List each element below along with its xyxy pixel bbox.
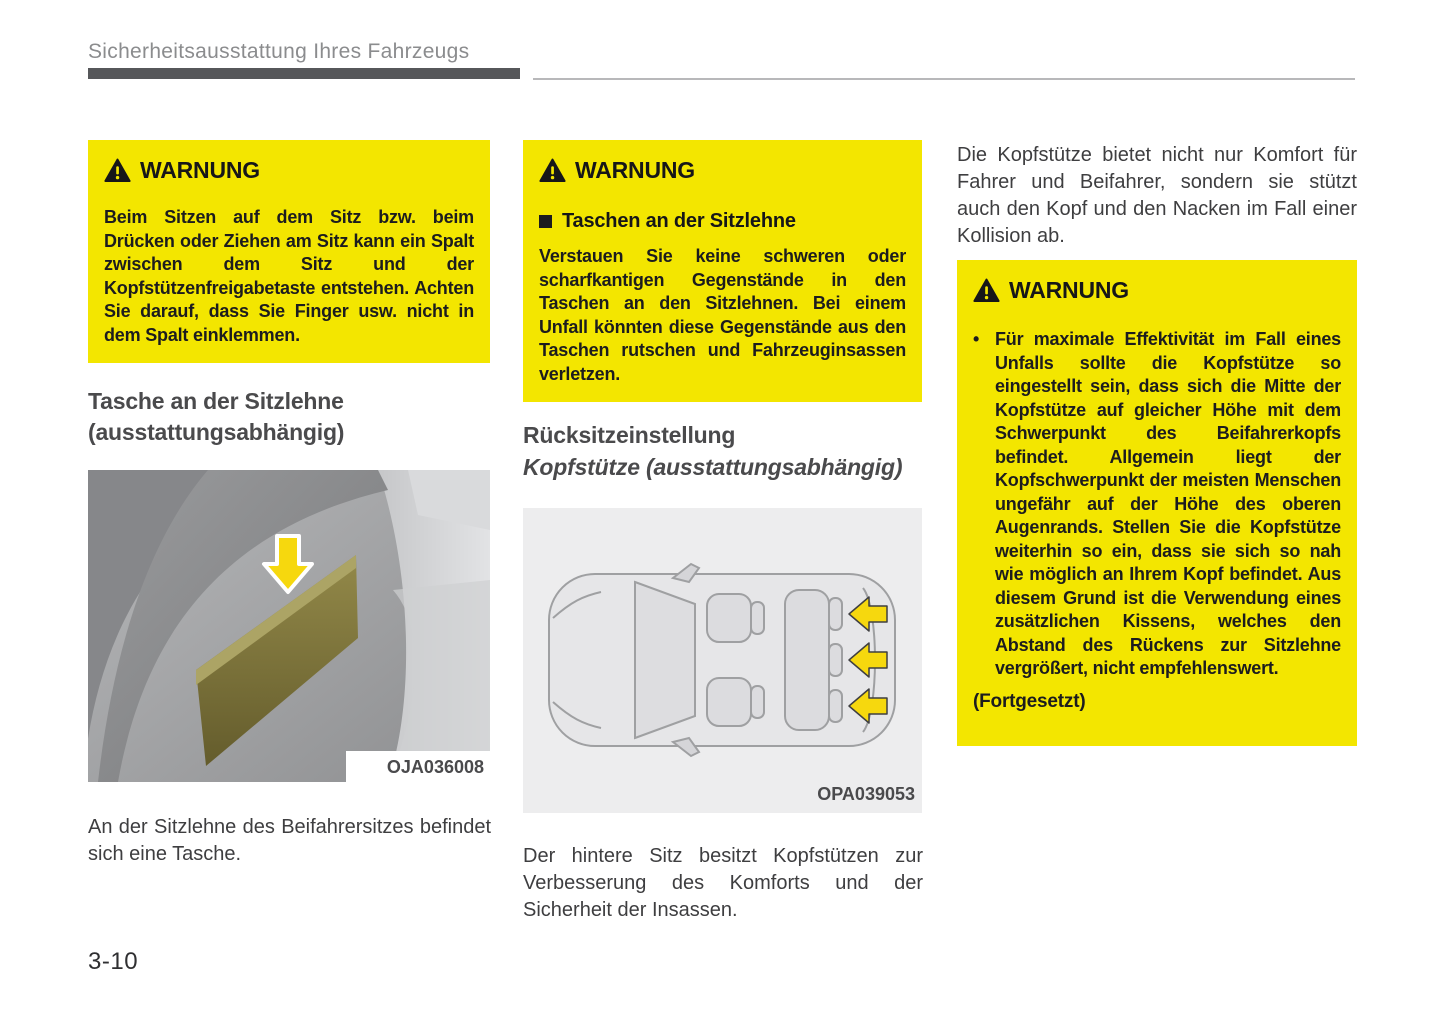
windshield [635, 582, 695, 738]
rear-headrest-1 [829, 598, 842, 630]
section-heading-tasche [88, 386, 490, 448]
front-headrest-right [751, 686, 764, 718]
paragraph-rear-headrests: Der hintere Sitz besitzt Kopfstützen zur Verbesserung des Komforts und der Sicherheit der Insassen. [523, 845, 923, 921]
subsection-heading-kopfstuetze: Kopfstütze (ausstattungsabhängig) [523, 454, 903, 480]
page-number: 3-10 [88, 948, 139, 975]
warning-triangle-icon [539, 158, 566, 183]
warning-header [973, 277, 1341, 304]
page-header-title: Sicherheitsausstattung Ihres Fahrzeugs [88, 40, 470, 63]
figure-caption: OJA036008 [386, 757, 484, 777]
warning-text: Verstauen Sie keine schweren oder scharfkantigen Gegenstände in den Taschen an den Sitzlehnen. Bei einem Unfall könnten diese Gegenstände aus den Taschen rutschen und Fahrzeuginsassen verletzen. [539, 246, 906, 384]
paragraph-seat-pocket: An der Sitzlehne des Beifahrersitzes befindet sich eine Tasche. [88, 816, 491, 865]
rear-headrest-3 [829, 690, 842, 722]
warning-triangle-icon [104, 158, 131, 183]
warning-triangle-icon [973, 278, 1000, 303]
warning-text: Für maximale Effektivität im Fall eines Unfalls sollte die Kopfstütze so eingestellt sein, dass sich die Mitte der Kopfstütze auf gleicher Höhe mit dem Schwerpunkt des Beifahrerkopfs befindet. Allgemein liegt der Kopfschwerpunkt der meisten Menschen ungefähr auf der Höhe des oberen Augenrands. Stellen Sie die Kopfstütze weiterhin so ein, dass sie sich so nah wie möglich an Ihrem Kopf befindet. Aus diesem Grund ist die Verwendung eines zusätzlichen Kissens, welches den Abstand des Rückens zur Sitzlehne vergrößert, nicht empfehlenswert. [995, 329, 1341, 678]
warning-header [104, 157, 474, 184]
warning-text: Beim Sitzen auf dem Sitz bzw. beim Drücken oder Ziehen am Sitz kann ein Spalt zwischen dem Sitz und der Kopfstützenfreigabetaste entstehen. Achten Sie darauf, dass Sie Finger usw. nicht in dem Spalt einklemmen. [104, 207, 474, 345]
warning-subheading-label: Taschen an der Sitzlehne [562, 210, 796, 232]
warning-title: WARNUNG [575, 157, 695, 183]
front-headrest-left [751, 602, 764, 634]
warning-box-seat-gap [88, 140, 490, 363]
warning-bullet-item [973, 328, 1341, 681]
heading-line-1: Tasche an der Sitzlehne [88, 388, 344, 414]
warning-header [539, 157, 906, 184]
header-rule-line [533, 78, 1355, 80]
header-underline-bar [88, 68, 520, 79]
warning-box-headrest-adjustment [957, 260, 1357, 746]
paragraph-headrest-intro: Die Kopfstütze bietet nicht nur Komfort für Fahrer und Beifahrer, sondern sie stützt auch den Kopf und den Nacken im Fall einer Kollision ab. [957, 144, 1357, 247]
section-heading-ruecksitz: Rücksitzeinstellung [523, 422, 736, 448]
warning-subheading [539, 210, 906, 233]
front-seat-right [707, 678, 751, 726]
warning-continued-note: (Fortgesetzt) [973, 690, 1086, 712]
front-seat-left [707, 594, 751, 642]
warning-title: WARNUNG [140, 157, 260, 183]
car-top-view-diagram [523, 508, 922, 813]
figure-caption: OPA039053 [817, 784, 915, 804]
heading-line-2: (ausstattungsabhängig) [88, 419, 345, 445]
rear-headrest-2 [829, 644, 842, 676]
round-bullet-icon: • [973, 329, 980, 349]
warning-title: WARNUNG [1009, 277, 1129, 303]
seat-pocket-photo [88, 470, 490, 782]
rear-bench [785, 590, 829, 730]
warning-box-seatback-pockets [523, 140, 922, 402]
square-bullet-icon [539, 215, 552, 228]
